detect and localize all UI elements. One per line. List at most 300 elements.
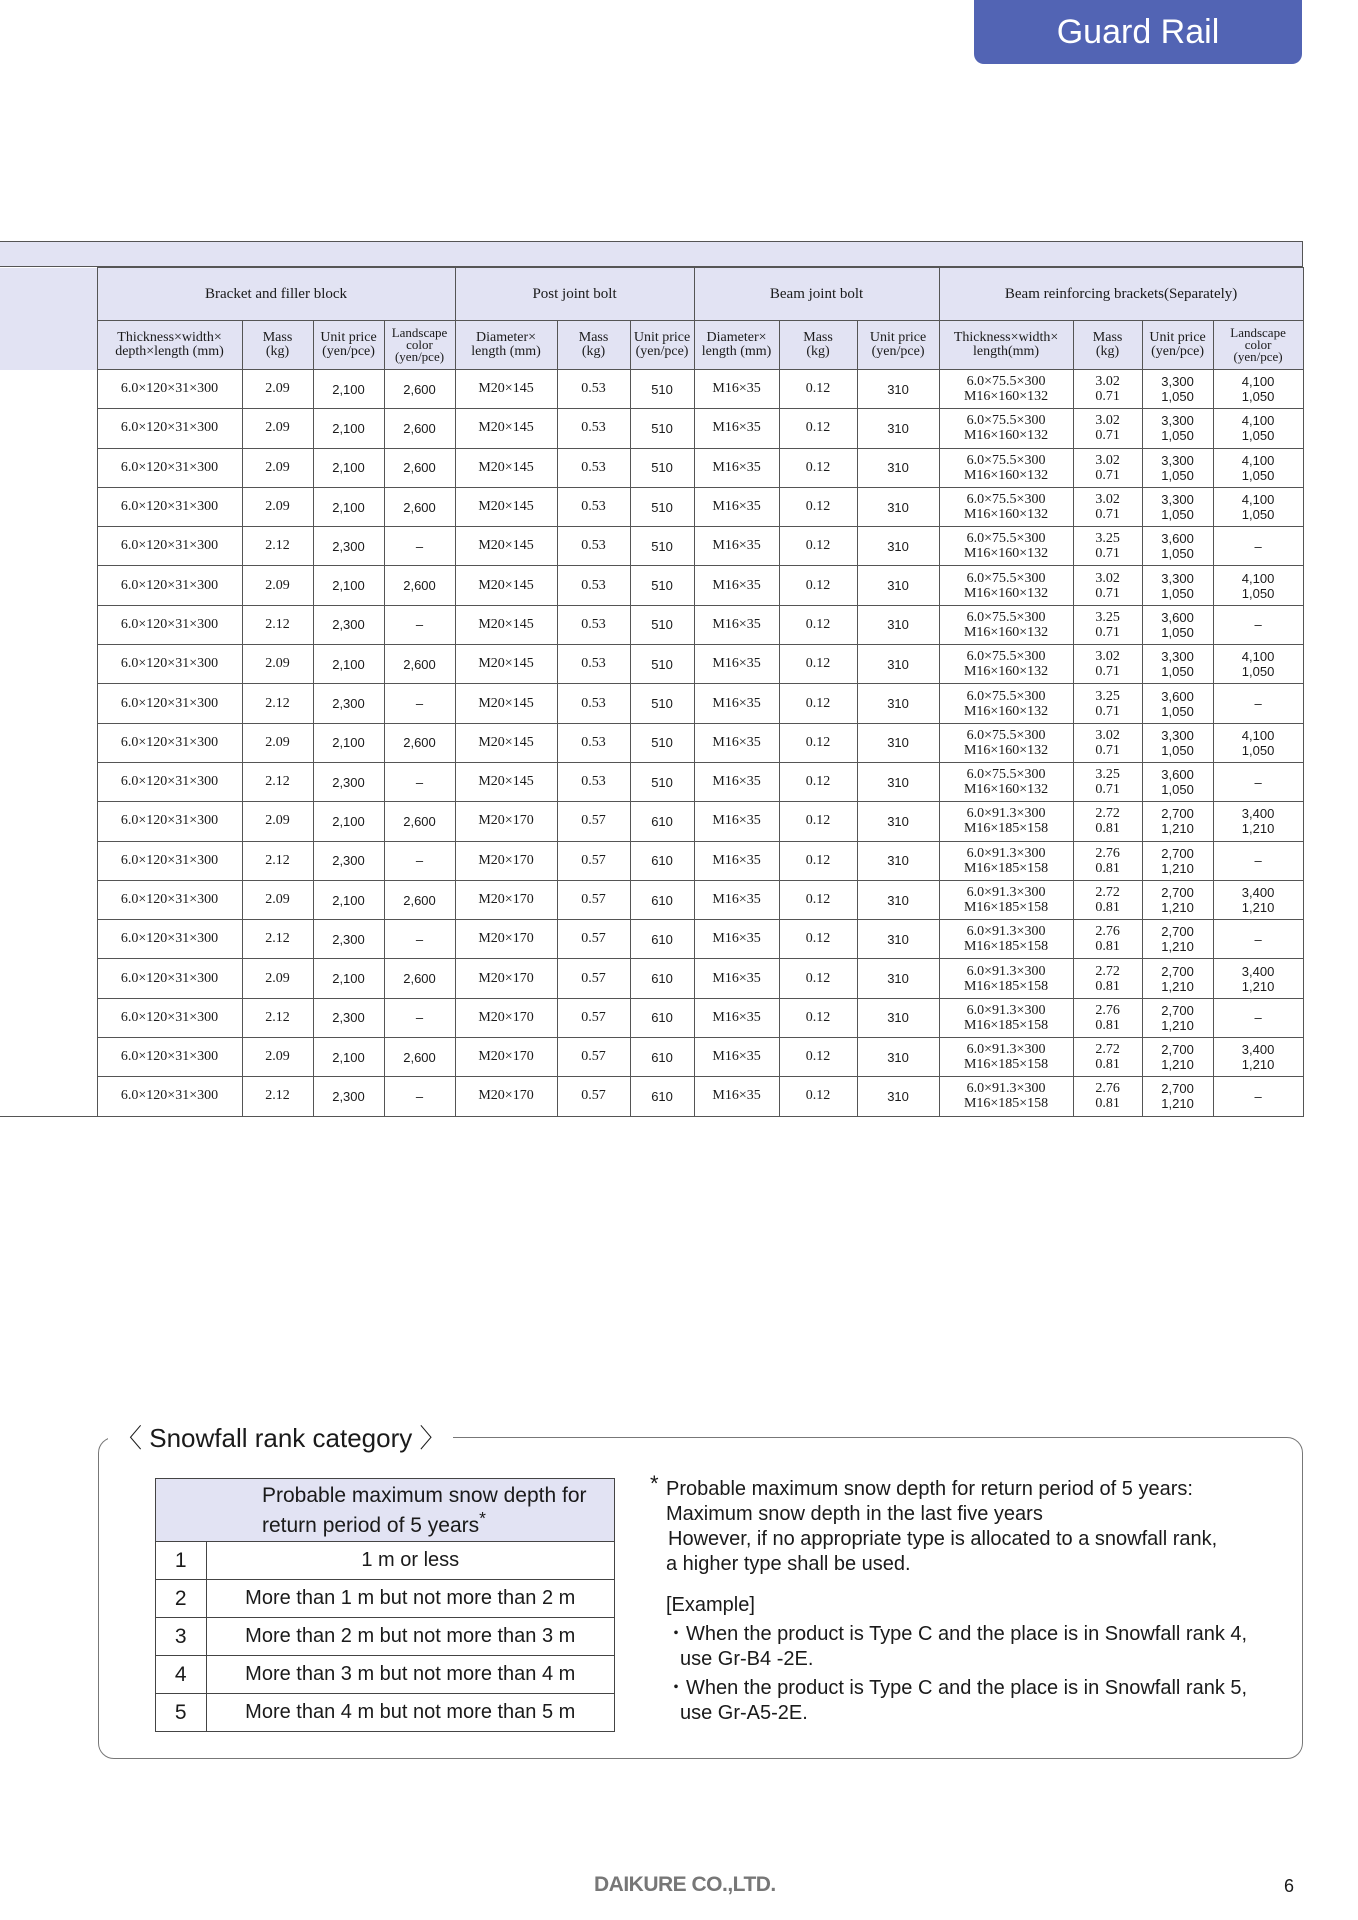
cell-line: 3,600 [1161, 531, 1194, 547]
cell-line: 3,300 [1161, 452, 1194, 468]
cell-bd: 6.0×120×31×300 [97, 409, 242, 448]
cell-jd: M16×35 [694, 920, 779, 959]
cell-bd: 6.0×120×31×300 [97, 920, 242, 959]
subheader-cell [694, 321, 779, 370]
subheader-line: Unit price [633, 330, 691, 345]
snowfall-header-line1: Probable maximum snow depth for [262, 1483, 587, 1507]
cell-bm: 2.12 [242, 527, 313, 566]
snowfall-rank-desc: More than 2 m but not more than 3 m [206, 1618, 615, 1656]
cell-bl: – [384, 841, 455, 880]
cell-line: 2.72 [1095, 963, 1120, 979]
cell-pp: 510 [630, 723, 694, 762]
cell-line: 4,100 [1241, 374, 1275, 390]
cell-rm [1073, 645, 1142, 684]
cell-line: 2.76 [1095, 845, 1120, 861]
cell-line: M16×160×132 [963, 389, 1049, 405]
cell-jm: 0.12 [779, 370, 857, 409]
cell-bd: 6.0×120×31×300 [97, 723, 242, 762]
cell-bm: 2.12 [242, 841, 313, 880]
cell-line: M16×160×132 [963, 742, 1049, 758]
cell-line: M16×160×132 [963, 624, 1049, 640]
section-tab-guard-rail: Guard Rail [974, 0, 1302, 64]
cell-line: M16×160×132 [963, 585, 1049, 601]
cell-line: 2,700 [1161, 1002, 1194, 1018]
cell-bp: 2,300 [313, 1077, 384, 1116]
subheader-line: Unit price [1149, 330, 1206, 345]
cell-line: – [1254, 853, 1262, 869]
cell-jd: M16×35 [694, 684, 779, 723]
cell-line: 1,050 [1241, 467, 1275, 483]
cell-rd [939, 841, 1073, 880]
cell-jd: M16×35 [694, 527, 779, 566]
cell-jp: 310 [857, 605, 939, 644]
snowfall-rank-row [156, 1542, 615, 1580]
cell-rp [1142, 566, 1213, 605]
cell-bm: 2.09 [242, 802, 313, 841]
group-post-joint-bolt: Post joint bolt [455, 268, 694, 321]
cell-rp [1142, 448, 1213, 487]
cell-bm: 2.12 [242, 920, 313, 959]
subheader-line: (kg) [1095, 344, 1120, 359]
row-lead-cell [0, 920, 97, 959]
cell-line: 0.71 [1095, 742, 1120, 758]
cell-rd [939, 723, 1073, 762]
cell-line: – [1254, 617, 1262, 633]
cell-bd: 6.0×120×31×300 [97, 998, 242, 1037]
cell-pd: M20×170 [455, 959, 557, 998]
cell-pp: 510 [630, 487, 694, 526]
cell-pd: M20×145 [455, 487, 557, 526]
cell-jd: M16×35 [694, 370, 779, 409]
cell-line: 0.81 [1095, 1096, 1120, 1112]
cell-jm: 0.12 [779, 684, 857, 723]
cell-bp: 2,100 [313, 723, 384, 762]
cell-line: 6.0×75.5×300 [966, 727, 1046, 743]
cell-bm: 2.12 [242, 605, 313, 644]
cell-rd [939, 487, 1073, 526]
cell-line: 2,700 [1161, 1042, 1194, 1058]
cell-line: 6.0×91.3×300 [966, 845, 1046, 861]
cell-rl [1213, 684, 1303, 723]
subheader-line: length (mm) [471, 344, 541, 359]
cell-line: 0.71 [1095, 467, 1120, 483]
cell-pp: 510 [630, 409, 694, 448]
cell-line: 1,210 [1161, 978, 1194, 994]
cell-bm: 2.09 [242, 723, 313, 762]
cell-line: 2.76 [1095, 1002, 1120, 1018]
cell-rl [1213, 802, 1303, 841]
cell-line: 2.76 [1095, 924, 1120, 940]
cell-line: 1,210 [1161, 821, 1194, 837]
cell-bp: 2,100 [313, 566, 384, 605]
cell-jp: 310 [857, 880, 939, 919]
cell-bp: 2,100 [313, 645, 384, 684]
table-row [0, 723, 1303, 762]
cell-rl [1213, 448, 1303, 487]
cell-jm: 0.12 [779, 409, 857, 448]
cell-rd [939, 684, 1073, 723]
cell-pd: M20×145 [455, 645, 557, 684]
cell-line: 1,050 [1161, 585, 1194, 601]
cell-bd: 6.0×120×31×300 [97, 684, 242, 723]
cell-line: 1,210 [1161, 939, 1194, 955]
cell-line: 0.81 [1095, 978, 1120, 994]
row-lead-cell [0, 605, 97, 644]
cell-line: 2,700 [1161, 1081, 1194, 1097]
snowfall-rank-row [156, 1618, 615, 1656]
cell-line: 6.0×75.5×300 [966, 492, 1046, 508]
table-row [0, 605, 1303, 644]
cell-rm [1073, 605, 1142, 644]
cell-line: – [1254, 538, 1262, 554]
cell-line: 1,050 [1241, 389, 1275, 405]
cell-line: 0.81 [1095, 1017, 1120, 1033]
cell-line: 2,700 [1161, 924, 1194, 940]
table-row [0, 959, 1303, 998]
cell-pm: 0.57 [557, 1038, 630, 1077]
cell-line: M16×185×158 [963, 1096, 1049, 1112]
cell-pp: 610 [630, 920, 694, 959]
cell-rd [939, 920, 1073, 959]
cell-line: 1,050 [1161, 546, 1194, 562]
table-row [0, 645, 1303, 684]
cell-bp: 2,100 [313, 409, 384, 448]
cell-pd: M20×170 [455, 1038, 557, 1077]
cell-jm: 0.12 [779, 566, 857, 605]
cell-pm: 0.53 [557, 605, 630, 644]
snowfall-rank-desc: 1 m or less [206, 1542, 615, 1580]
cell-line: 2,700 [1161, 963, 1194, 979]
cell-bl: 2,600 [384, 566, 455, 605]
subheader-line: (kg) [806, 344, 830, 359]
cell-rm [1073, 370, 1142, 409]
cell-line: 1,210 [1241, 1057, 1275, 1073]
cell-line: 1,050 [1241, 742, 1275, 758]
cell-rm [1073, 684, 1142, 723]
note-line: Probable maximum snow depth for return period of 5 years: [666, 1478, 1193, 1500]
cell-line: – [1254, 1010, 1262, 1026]
cell-line: 6.0×91.3×300 [966, 924, 1046, 940]
cell-line: 6.0×75.5×300 [966, 649, 1046, 665]
spec-table [0, 267, 1304, 1117]
cell-pp: 610 [630, 1077, 694, 1116]
cell-pp: 510 [630, 527, 694, 566]
table-row [0, 1038, 1303, 1077]
cell-bm: 2.09 [242, 448, 313, 487]
cell-line: 6.0×91.3×300 [966, 963, 1046, 979]
cell-rm [1073, 762, 1142, 801]
cell-line: 1,050 [1161, 742, 1194, 758]
cell-rm [1073, 880, 1142, 919]
cell-line: 3.02 [1095, 452, 1120, 468]
cell-rl [1213, 1038, 1303, 1077]
cell-line: 6.0×75.5×300 [966, 570, 1046, 586]
cell-rm [1073, 920, 1142, 959]
table-row [0, 409, 1303, 448]
row-lead-cell [0, 802, 97, 841]
cell-line: M16×160×132 [963, 664, 1049, 680]
cell-rm [1073, 566, 1142, 605]
subheader-line: (yen/pce) [1233, 349, 1283, 364]
cell-jm: 0.12 [779, 1038, 857, 1077]
cell-line: 3.02 [1095, 374, 1120, 390]
cell-bm: 2.09 [242, 880, 313, 919]
cell-bp: 2,300 [313, 920, 384, 959]
cell-bm: 2.09 [242, 1038, 313, 1077]
cell-line: 0.81 [1095, 860, 1120, 876]
cell-bp: 2,100 [313, 370, 384, 409]
cell-rm [1073, 723, 1142, 762]
subheader-cell [242, 321, 313, 370]
cell-bl: – [384, 527, 455, 566]
cell-bd: 6.0×120×31×300 [97, 566, 242, 605]
cell-bd: 6.0×120×31×300 [97, 645, 242, 684]
row-lead-cell [0, 684, 97, 723]
cell-jd: M16×35 [694, 959, 779, 998]
cell-line: M16×185×158 [963, 821, 1049, 837]
cell-bl: – [384, 920, 455, 959]
cell-pp: 510 [630, 370, 694, 409]
cell-line: 1,050 [1241, 585, 1275, 601]
cell-pd: M20×145 [455, 527, 557, 566]
cell-rl [1213, 409, 1303, 448]
cell-line: 3,300 [1161, 649, 1194, 665]
note-line: Maximum snow depth in the last five years [666, 1503, 1043, 1525]
cell-rp [1142, 762, 1213, 801]
cell-rl [1213, 370, 1303, 409]
cell-jp: 310 [857, 802, 939, 841]
table-row [0, 802, 1303, 841]
cell-line: – [1254, 774, 1262, 790]
company-logo-text: DAIKURE CO.,LTD. [594, 1873, 776, 1896]
cell-pp: 610 [630, 959, 694, 998]
cell-bl: – [384, 998, 455, 1037]
cell-pp: 610 [630, 802, 694, 841]
cell-line: 6.0×75.5×300 [966, 609, 1046, 625]
cell-rd [939, 527, 1073, 566]
cell-rd [939, 880, 1073, 919]
row-lead-cell [0, 880, 97, 919]
cell-line: 1,050 [1161, 782, 1194, 798]
subheader-line: (yen/pce) [322, 344, 375, 359]
subheader-cell [939, 321, 1073, 370]
cell-jp: 310 [857, 723, 939, 762]
cell-pp: 510 [630, 645, 694, 684]
cell-line: – [1254, 931, 1262, 947]
cell-rl [1213, 645, 1303, 684]
cell-pm: 0.53 [557, 487, 630, 526]
cell-jm: 0.12 [779, 527, 857, 566]
cell-line: 3,300 [1161, 374, 1194, 390]
cell-bd: 6.0×120×31×300 [97, 841, 242, 880]
cell-rp [1142, 723, 1213, 762]
cell-rl [1213, 1077, 1303, 1116]
cell-bp: 2,300 [313, 684, 384, 723]
cell-rl [1213, 527, 1303, 566]
cell-pm: 0.53 [557, 723, 630, 762]
cell-bm: 2.09 [242, 487, 313, 526]
cell-rl [1213, 605, 1303, 644]
cell-bl: 2,600 [384, 487, 455, 526]
cell-line: 3,600 [1161, 688, 1194, 704]
cell-line: 3.25 [1095, 609, 1120, 625]
cell-line: 2.72 [1095, 806, 1120, 822]
cell-bm: 2.09 [242, 566, 313, 605]
cell-line: 1,050 [1161, 428, 1194, 444]
subheader-cell [384, 321, 455, 370]
cell-rl [1213, 959, 1303, 998]
cell-line: M16×185×158 [963, 1057, 1049, 1073]
cell-rp [1142, 802, 1213, 841]
cell-pp: 510 [630, 605, 694, 644]
cell-line: 2,700 [1161, 806, 1194, 822]
cell-line: 6.0×75.5×300 [966, 413, 1046, 429]
cell-jd: M16×35 [694, 723, 779, 762]
cell-line: – [1254, 696, 1262, 712]
cell-pm: 0.53 [557, 527, 630, 566]
cell-line: 4,100 [1241, 727, 1275, 743]
cell-line: 6.0×75.5×300 [966, 688, 1046, 704]
cell-line: 2.72 [1095, 1042, 1120, 1058]
cell-bp: 2,100 [313, 448, 384, 487]
cell-pm: 0.53 [557, 762, 630, 801]
cell-line: 0.71 [1095, 664, 1120, 680]
cell-line: M16×160×132 [963, 467, 1049, 483]
cell-line: 2,700 [1161, 845, 1194, 861]
cell-rd [939, 998, 1073, 1037]
cell-jd: M16×35 [694, 880, 779, 919]
cell-pp: 510 [630, 684, 694, 723]
cell-jp: 310 [857, 762, 939, 801]
cell-bm: 2.09 [242, 645, 313, 684]
cell-bl: – [384, 605, 455, 644]
cell-jm: 0.12 [779, 998, 857, 1037]
cell-jp: 310 [857, 448, 939, 487]
cell-rd [939, 1077, 1073, 1116]
cell-bd: 6.0×120×31×300 [97, 959, 242, 998]
cell-rd [939, 605, 1073, 644]
subheader-line: (kg) [265, 344, 290, 359]
subheader-line: Unit price [320, 330, 377, 345]
cell-line: 0.71 [1095, 585, 1120, 601]
subheader-cell [1213, 321, 1303, 370]
cell-line: 0.71 [1095, 546, 1120, 562]
cell-rl [1213, 880, 1303, 919]
cell-pd: M20×145 [455, 370, 557, 409]
cell-line: 2.76 [1095, 1081, 1120, 1097]
cell-line: 3,300 [1161, 570, 1194, 586]
row-lead-cell [0, 370, 97, 409]
cell-rp [1142, 527, 1213, 566]
cell-line: 1,210 [1241, 900, 1275, 915]
cell-pd: M20×145 [455, 448, 557, 487]
cell-line: 3.02 [1095, 492, 1120, 508]
subheader-line: length (mm) [701, 344, 772, 359]
cell-jp: 310 [857, 841, 939, 880]
cell-jp: 310 [857, 998, 939, 1037]
snowfall-rank-number: 5 [156, 1694, 207, 1732]
cell-line: 1,210 [1161, 1017, 1194, 1033]
cell-pp: 510 [630, 762, 694, 801]
cell-pm: 0.57 [557, 959, 630, 998]
table-row [0, 527, 1303, 566]
cell-jd: M16×35 [694, 841, 779, 880]
cell-pm: 0.53 [557, 684, 630, 723]
snowfall-rank-number: 1 [156, 1542, 207, 1580]
cell-jd: M16×35 [694, 1038, 779, 1077]
subheader-line: (yen/pce) [1151, 344, 1204, 359]
cell-line: 3.02 [1095, 727, 1120, 743]
snowfall-rank-number: 4 [156, 1656, 207, 1694]
row-lead-cell [0, 1038, 97, 1077]
cell-pm: 0.53 [557, 409, 630, 448]
cell-line: 1,050 [1241, 428, 1275, 444]
cell-jp: 310 [857, 370, 939, 409]
cell-line: 4,100 [1241, 570, 1275, 586]
cell-jd: M16×35 [694, 802, 779, 841]
cell-jm: 0.12 [779, 723, 857, 762]
snowfall-header-spacer [156, 1479, 207, 1542]
subheader-cell [1073, 321, 1142, 370]
table-row [0, 1077, 1303, 1116]
row-lead-cell [0, 645, 97, 684]
cell-jd: M16×35 [694, 1077, 779, 1116]
cell-line: M16×160×132 [963, 782, 1049, 798]
snowfall-rank-desc: More than 1 m but not more than 2 m [206, 1580, 615, 1618]
cell-line: 4,100 [1241, 492, 1275, 508]
cell-line: 6.0×91.3×300 [966, 1042, 1046, 1058]
cell-line: 3,300 [1161, 727, 1194, 743]
subheader-line: (yen/pce) [394, 349, 445, 364]
cell-line: 6.0×75.5×300 [966, 452, 1046, 468]
cell-bl: – [384, 762, 455, 801]
snowfall-header [206, 1479, 615, 1542]
cell-pp: 610 [630, 1038, 694, 1077]
cell-pm: 0.53 [557, 448, 630, 487]
cell-bl: 2,600 [384, 448, 455, 487]
cell-pp: 610 [630, 880, 694, 919]
subheader-line: (yen/pce) [871, 344, 925, 359]
cell-rm [1073, 802, 1142, 841]
cell-bd: 6.0×120×31×300 [97, 802, 242, 841]
cell-pp: 610 [630, 841, 694, 880]
cell-rp [1142, 1077, 1213, 1116]
cell-bl: 2,600 [384, 409, 455, 448]
cell-bm: 2.09 [242, 409, 313, 448]
cell-line: 3.25 [1095, 531, 1120, 547]
cell-bp: 2,100 [313, 487, 384, 526]
cell-pm: 0.57 [557, 1077, 630, 1116]
cell-line: 1,210 [1161, 1096, 1194, 1112]
cell-pd: M20×170 [455, 1077, 557, 1116]
cell-bl: 2,600 [384, 370, 455, 409]
cell-bl: 2,600 [384, 802, 455, 841]
cell-bp: 2,300 [313, 527, 384, 566]
cell-pd: M20×145 [455, 723, 557, 762]
example-line: use Gr-B4 -2E. [680, 1648, 814, 1670]
subheader-line: Diameter× [706, 330, 767, 345]
snowfall-rank-desc: More than 3 m but not more than 4 m [206, 1656, 615, 1694]
cell-pm: 0.57 [557, 880, 630, 919]
subheader-cell [557, 321, 630, 370]
cell-line: 1,210 [1161, 1057, 1194, 1073]
cell-jp: 310 [857, 527, 939, 566]
row-lead-cell [0, 723, 97, 762]
cell-rd [939, 448, 1073, 487]
cell-rd [939, 959, 1073, 998]
cell-pm: 0.57 [557, 841, 630, 880]
cell-jd: M16×35 [694, 762, 779, 801]
